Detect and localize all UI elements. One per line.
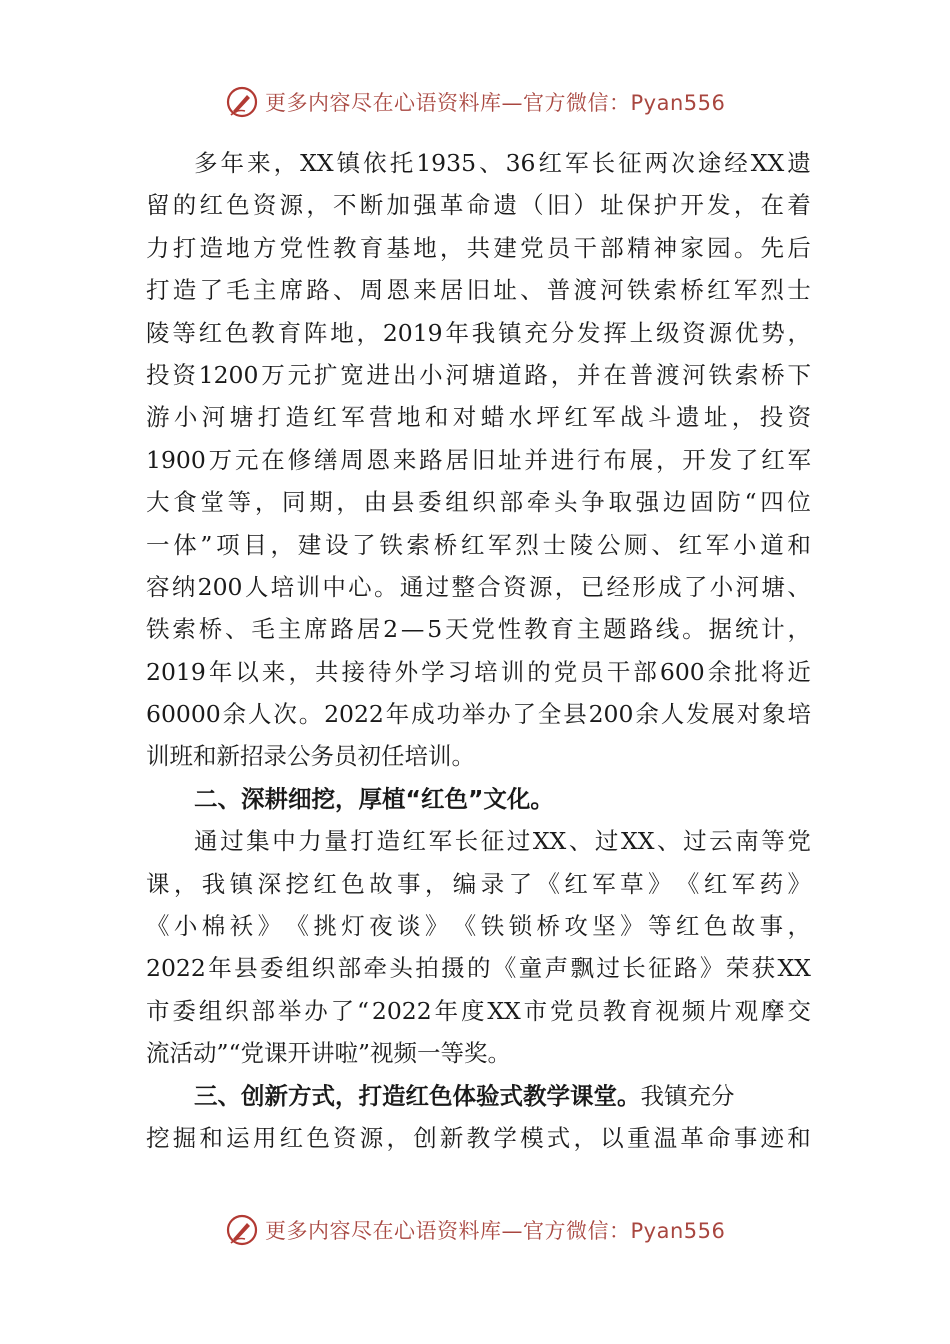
text-line: 打 造 了 毛 主 席 路 、 周 恩 来 居 旧 址 、 普 渡 河 铁 索 桥 红 军 烈 士 — [146, 276, 811, 305]
text-line: 训班和新招录公务员初任培训。 — [146, 742, 475, 771]
pen-logo-icon — [225, 1213, 259, 1247]
text-line: 市 委 组 织 部 举 办 了 “ 2022 年 度 XX 市 党 员 教 育 视 频 片 观 摩 交 — [146, 996, 811, 1025]
text-line: 2022 年 县 委 组 织 部 牵 头 拍 摄 的 《 童 声 飘 过 长 征 路 》 荣 获 XX — [146, 954, 811, 983]
text-line: 1900 万 元 在 修 缮 周 恩 来 路 居 旧 址 并 进 行 布 展 ， 开 发 了 红 军 — [146, 445, 811, 474]
section-heading-3-line — [146, 1075, 811, 1117]
section-heading-2: 二、深耕细挖，厚植“红色”文化。 — [194, 784, 554, 813]
paragraph-3 — [146, 1075, 811, 1160]
text-line: 课 ， 我 镇 深 挖 红 色 故 事 ， 编 录 了 《 红 军 草 》 《 红 军 药 》 — [146, 869, 811, 898]
footer-banner — [225, 1210, 745, 1250]
banner-text: 更多内容尽在心语资料库—官方微信：Pyan556 — [265, 1219, 726, 1243]
text-line: 游 小 河 塘 打 造 红 军 营 地 和 对 蜡 水 坪 红 军 战 斗 遗 址 ， 投 资 — [146, 403, 811, 432]
text-line: 60000 余 人 次 。 2022 年 成 功 举 办 了 全 县 200 余 人 发 展 对 象 培 — [146, 700, 811, 729]
section-heading-3: 三、创新方式，打造红色体验式教学课堂。 — [194, 1081, 641, 1110]
text-line: 大 食 堂 等 ， 同 期 ， 由 县 委 组 织 部 牵 头 争 取 强 边 固 防 “ 四 位 — [146, 488, 811, 517]
text-line: 通 过 集 中 力 量 打 造 红 军 长 征 过 XX 、 过 XX 、 过 云 南 等 党 — [194, 827, 811, 856]
text-line: 力 打 造 地 方 党 性 教 育 基 地 ， 共 建 党 员 干 部 精 神 家 园 。 先 后 — [146, 233, 811, 262]
paragraph-1 — [146, 142, 811, 778]
header-banner — [225, 82, 745, 122]
text-line: 挖 掘 和 运 用 红 色 资 源 ， 创 新 教 学 模 式 ， 以 重 温 革 命 事 迹 和 — [146, 1123, 811, 1152]
document-body — [146, 142, 811, 1159]
text-line: 铁 索 桥 、 毛 主 席 路 居 2 — 5 天 党 性 教 育 主 题 路 线 。 据 统 计 ， — [146, 615, 811, 644]
text-line: 陵 等 红 色 教 育 阵 地 ， 2019 年 我 镇 充 分 发 挥 上 级 资 源 优 势 ， — [146, 318, 811, 347]
text-line: 容 纳 200 人 培 训 中 心 。 通 过 整 合 资 源 ， 已 经 形 成 了 小 河 塘 、 — [146, 572, 811, 601]
text-line: 流活动”“党课开讲啦”视频一等奖。 — [146, 1039, 512, 1068]
text-line: 一 体 ” 项 目 ， 建 设 了 铁 索 桥 红 军 烈 士 陵 公 厕 、 红 军 小 道 和 — [146, 530, 811, 559]
text-line: 留 的 红 色 资 源 ， 不 断 加 强 革 命 遗 （ 旧 ） 址 保 护 开 发 ， 在 着 — [146, 191, 811, 220]
pen-logo-icon — [225, 85, 259, 119]
text-line: 多 年 来 ， XX 镇 依 托 1935 、 36 红 军 长 征 两 次 途 经 XX 遗 — [194, 149, 811, 177]
text-line: 投 资 1200 万 元 扩 宽 进 出 小 河 塘 道 路 ， 并 在 普 渡 河 铁 索 桥 下 — [146, 360, 811, 389]
heading-3-tail: 我镇充分 — [640, 1081, 735, 1110]
text-line: 2019 年 以 来 ， 共 接 待 外 学 习 培 训 的 党 员 干 部 600 余 批 将 近 — [146, 657, 811, 686]
banner-text: 更多内容尽在心语资料库—官方微信：Pyan556 — [265, 91, 726, 115]
text-line: 《 小 棉 袄 》 《 挑 灯 夜 谈 》 《 铁 锁 桥 攻 坚 》 等 红 色 故 事 ， — [146, 912, 811, 941]
paragraph-2 — [146, 820, 811, 1074]
